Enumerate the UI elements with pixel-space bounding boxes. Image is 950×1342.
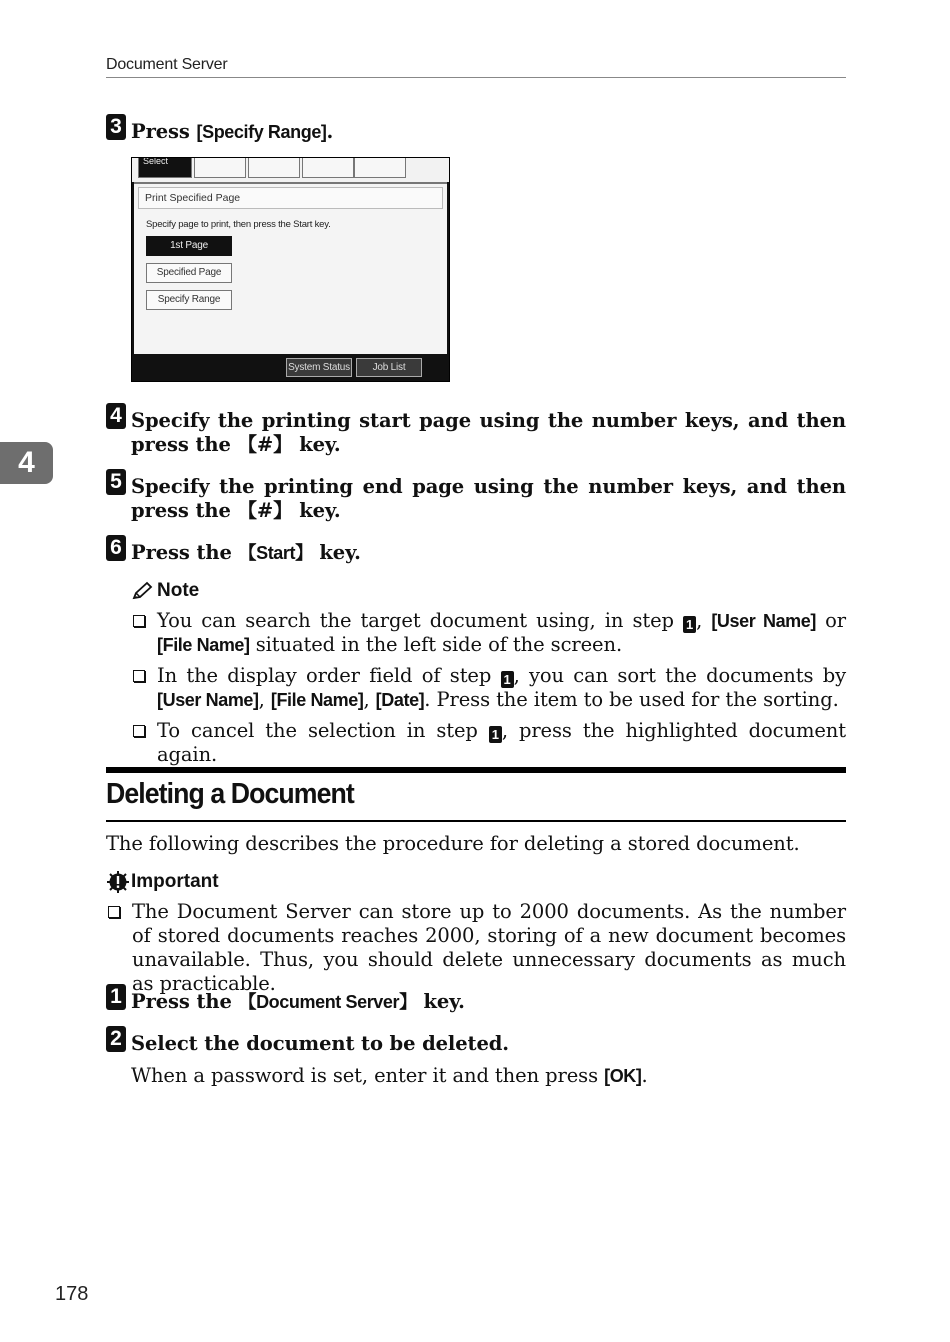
screen-tab — [354, 158, 406, 178]
document-server-key: 【Document Server】 — [238, 992, 417, 1012]
step-number-icon: 5 — [106, 469, 126, 495]
user-name-key: [User Name] — [157, 690, 259, 710]
note-text: , you can sort the documents by — [513, 664, 847, 687]
delete-step-1-prefix: Press the — [131, 990, 239, 1013]
section-title: Deleting a Document — [106, 778, 354, 810]
detail-text: When a password is set, enter it and then press — [131, 1064, 605, 1087]
note-text: , — [258, 688, 271, 711]
checkbox-bullet-icon — [133, 725, 145, 737]
delete-step-1-text — [131, 990, 846, 1014]
date-key: [Date] — [375, 690, 425, 710]
note-title: Note — [157, 580, 200, 601]
detail-text: . — [641, 1064, 648, 1087]
start-key: 【Start】 — [238, 543, 313, 563]
step-6-prefix: Press the — [131, 541, 239, 564]
step-5-main: Specify the printing end page using the number keys, and then press the — [131, 475, 846, 522]
note-text: To cancel the selection in step — [157, 719, 489, 742]
page-number: 178 — [55, 1283, 89, 1305]
important-text: The Document Server can store up to 2000 documents. As the number of stored documents reaches 2000, storing of a new document becomes unavailable. Thus, you should delete unnecessary documents as much as practicable. — [132, 900, 846, 995]
note-text: In the display order field of step — [157, 664, 501, 687]
hash-key: 【#】 — [237, 433, 293, 456]
note-text: , — [363, 688, 376, 711]
step-4-suffix: key. — [292, 433, 341, 456]
file-name-key: [File Name] — [270, 690, 364, 710]
control-panel-screenshot — [131, 157, 450, 382]
screen-panel-title: Print Specified Page — [138, 187, 443, 209]
step-number-icon: 2 — [106, 1026, 126, 1052]
step-number-icon: 6 — [106, 535, 126, 561]
list-item — [106, 900, 846, 996]
list-item — [131, 719, 846, 767]
section-rule-bottom — [106, 820, 846, 822]
note-text: situated in the left side of the screen. — [249, 633, 623, 656]
step-3-text — [131, 120, 846, 144]
chapter-tab: 4 — [0, 442, 53, 484]
checkbox-bullet-icon — [133, 615, 145, 627]
screen-tab-select: Select — [138, 158, 192, 178]
section-rule-top — [106, 767, 846, 773]
important-icon — [106, 870, 130, 894]
note-text: , press the highlighted document again. — [157, 719, 846, 766]
step-ref-icon: 1 — [489, 726, 502, 743]
screen-tab — [194, 158, 246, 178]
screen-instruction: Specify page to print, then press the Start key. — [146, 219, 331, 230]
list-item — [131, 609, 846, 657]
step-3-prefix: Press — [131, 120, 197, 143]
step-5-text — [131, 475, 846, 523]
step-number-icon: 1 — [106, 984, 126, 1010]
system-status-button: System Status — [286, 358, 352, 377]
step-4-main: Specify the printing start page using the number keys, and then press the — [131, 409, 846, 456]
specify-range-button: Specify Range — [146, 290, 232, 310]
note-text: You can search the target document using, in step — [157, 609, 684, 632]
step-number-icon: 3 — [106, 114, 126, 140]
first-page-button: 1st Page — [146, 236, 232, 256]
step-ref-icon: 1 — [683, 616, 696, 633]
ok-key: [OK] — [604, 1066, 642, 1086]
step-ref-icon: 1 — [501, 671, 514, 688]
list-item — [131, 664, 846, 712]
user-name-key: [User Name] — [711, 611, 816, 631]
running-header: Document Server — [106, 56, 846, 78]
note-text: , — [696, 609, 712, 632]
screen-panel — [134, 182, 447, 354]
step-4-text — [131, 409, 846, 457]
step-6-text — [131, 541, 846, 565]
step-number-icon: 4 — [106, 403, 126, 429]
note-heading — [131, 580, 199, 602]
note-text: or — [816, 609, 846, 632]
screen-bottom-bar — [132, 354, 449, 381]
checkbox-bullet-icon — [108, 906, 120, 918]
important-title: Important — [131, 871, 219, 892]
delete-step-2-detail — [131, 1064, 846, 1088]
section-intro: The following describes the procedure for deleting a stored document. — [106, 832, 800, 855]
screen-tab — [302, 158, 354, 178]
specify-range-key: [Specify Range] — [196, 122, 327, 142]
hash-key: 【#】 — [237, 499, 293, 522]
important-list — [106, 900, 846, 1003]
pencil-icon — [131, 581, 153, 601]
screen-tab-bar — [132, 158, 449, 182]
delete-step-1-suffix: key. — [416, 990, 465, 1013]
screen-tab — [248, 158, 300, 178]
note-text: . Press the item to be used for the sorting. — [424, 688, 839, 711]
delete-step-2-text: Select the document to be deleted. — [131, 1032, 509, 1055]
step-5-suffix: key. — [292, 499, 341, 522]
specified-page-button: Specified Page — [146, 263, 232, 283]
checkbox-bullet-icon — [133, 670, 145, 682]
step-3-suffix: . — [326, 120, 334, 143]
important-heading — [106, 870, 219, 894]
step-6-suffix: key. — [312, 541, 361, 564]
file-name-key: [File Name] — [157, 635, 250, 655]
job-list-button: Job List — [356, 358, 422, 377]
note-list — [131, 609, 846, 774]
